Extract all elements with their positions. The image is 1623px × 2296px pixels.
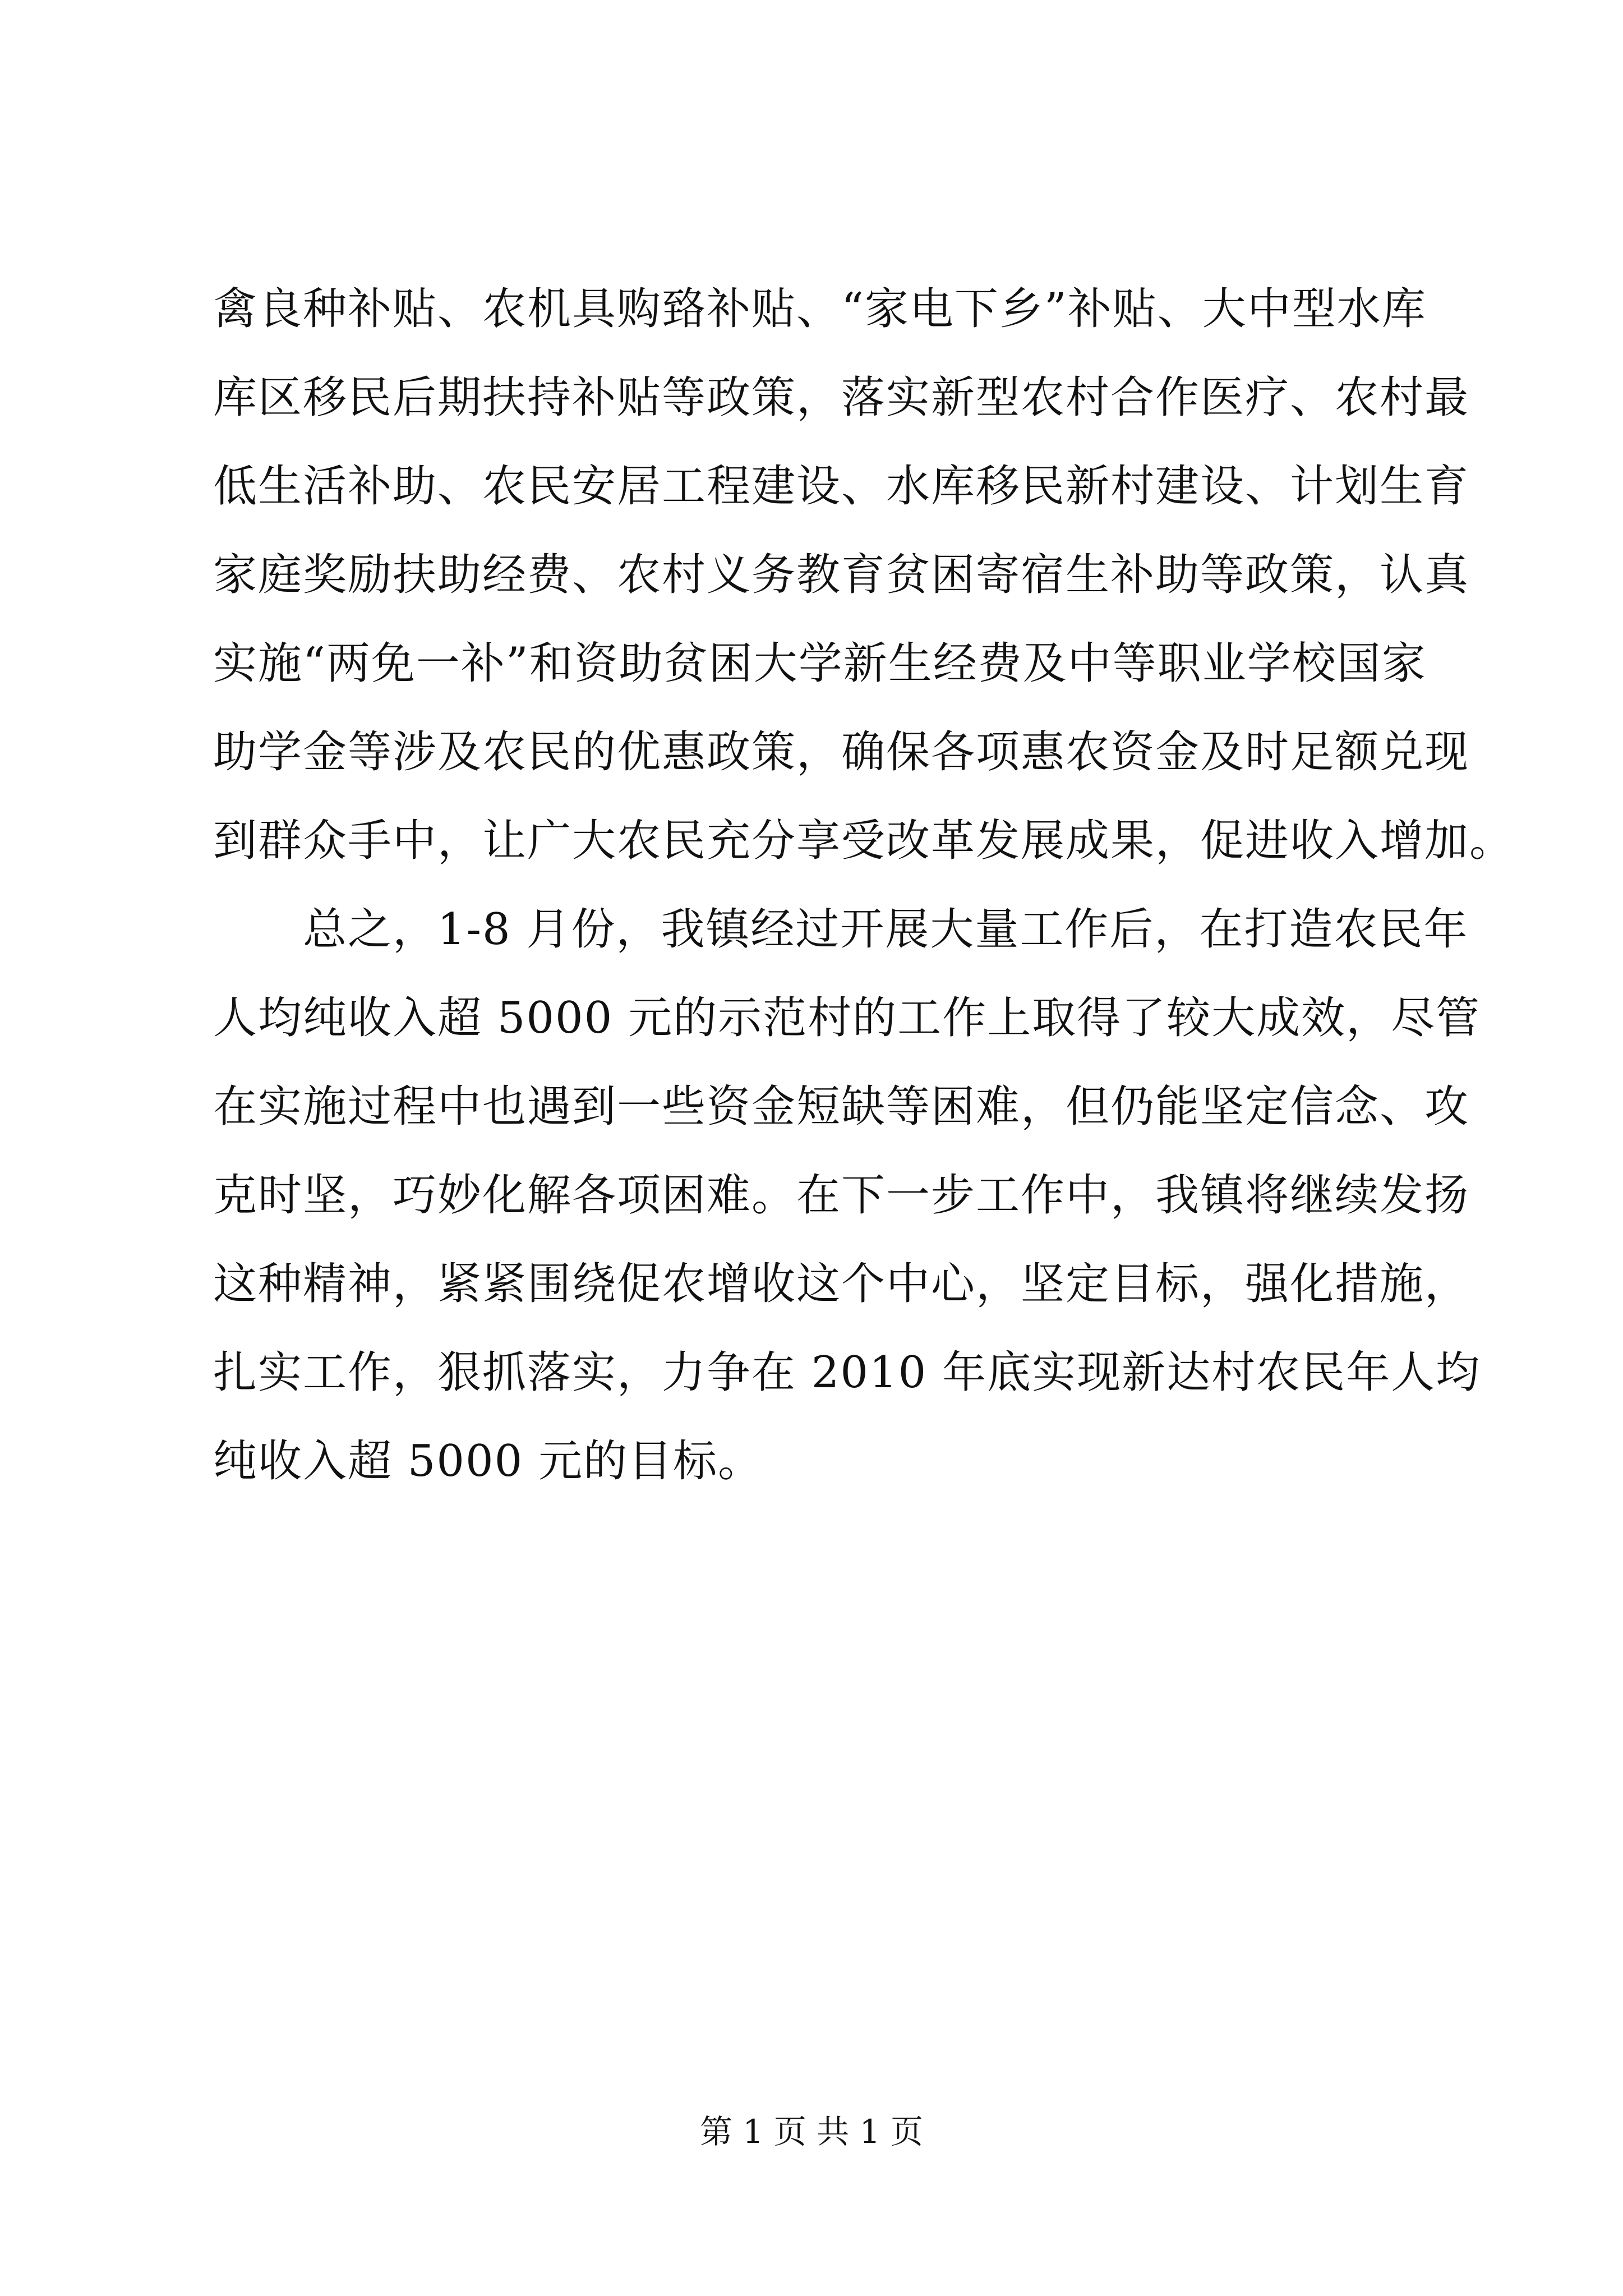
text-line: 纯收入超 5000 元的目标。 [213, 1436, 763, 1487]
paragraph-policy-subsidies [213, 265, 1515, 885]
text-line: 到群众手中，让广大农民充分享受改革发展成果，促进收入增加。 [213, 816, 1515, 866]
page-number-label: 第 1 页 共 1 页 [700, 2113, 923, 2151]
text-line: 低生活补助、农民安居工程建设、水库移民新村建设、计划生育 [213, 461, 1470, 512]
paragraph-summary [213, 885, 1481, 1506]
text-line: 这种精神，紧紧围绕促农增收这个中心，坚定目标，强化措施， [213, 1259, 1470, 1309]
text-line: 实施“两免一补”和资助贫困大学新生经费及中等职业学校国家 [213, 638, 1427, 689]
text-line: 扎实工作，狠抓落实，力争在 2010 年底实现新达村农民年人均 [213, 1347, 1481, 1398]
text-line: 助学金等涉及农民的优惠政策，确保各项惠农资金及时足额兑现 [213, 727, 1470, 777]
text-line: 库区移民后期扶持补贴等政策，落实新型农村合作医疗、农村最 [213, 372, 1470, 423]
text-line: 在实施过程中也遇到一些资金短缺等困难，但仍能坚定信念、攻 [213, 1082, 1470, 1132]
text-line-indented: 总之，1-8 月份，我镇经过开展大量工作后，在打造农民年 [303, 904, 1469, 955]
text-line: 人均纯收入超 5000 元的示范村的工作上取得了较大成效，尽管 [213, 993, 1481, 1043]
text-line: 禽良种补贴、农机具购臵补贴、“家电下乡”补贴、大中型水库 [213, 284, 1427, 334]
page-footer [0, 2109, 1623, 2154]
text-line: 克时坚，巧妙化解各项困难。在下一步工作中，我镇将继续发扬 [213, 1170, 1470, 1221]
document-body [213, 265, 1515, 1506]
text-line: 家庭奖励扶助经费、农村义务教育贫困寄宿生补助等政策，认真 [213, 550, 1470, 600]
